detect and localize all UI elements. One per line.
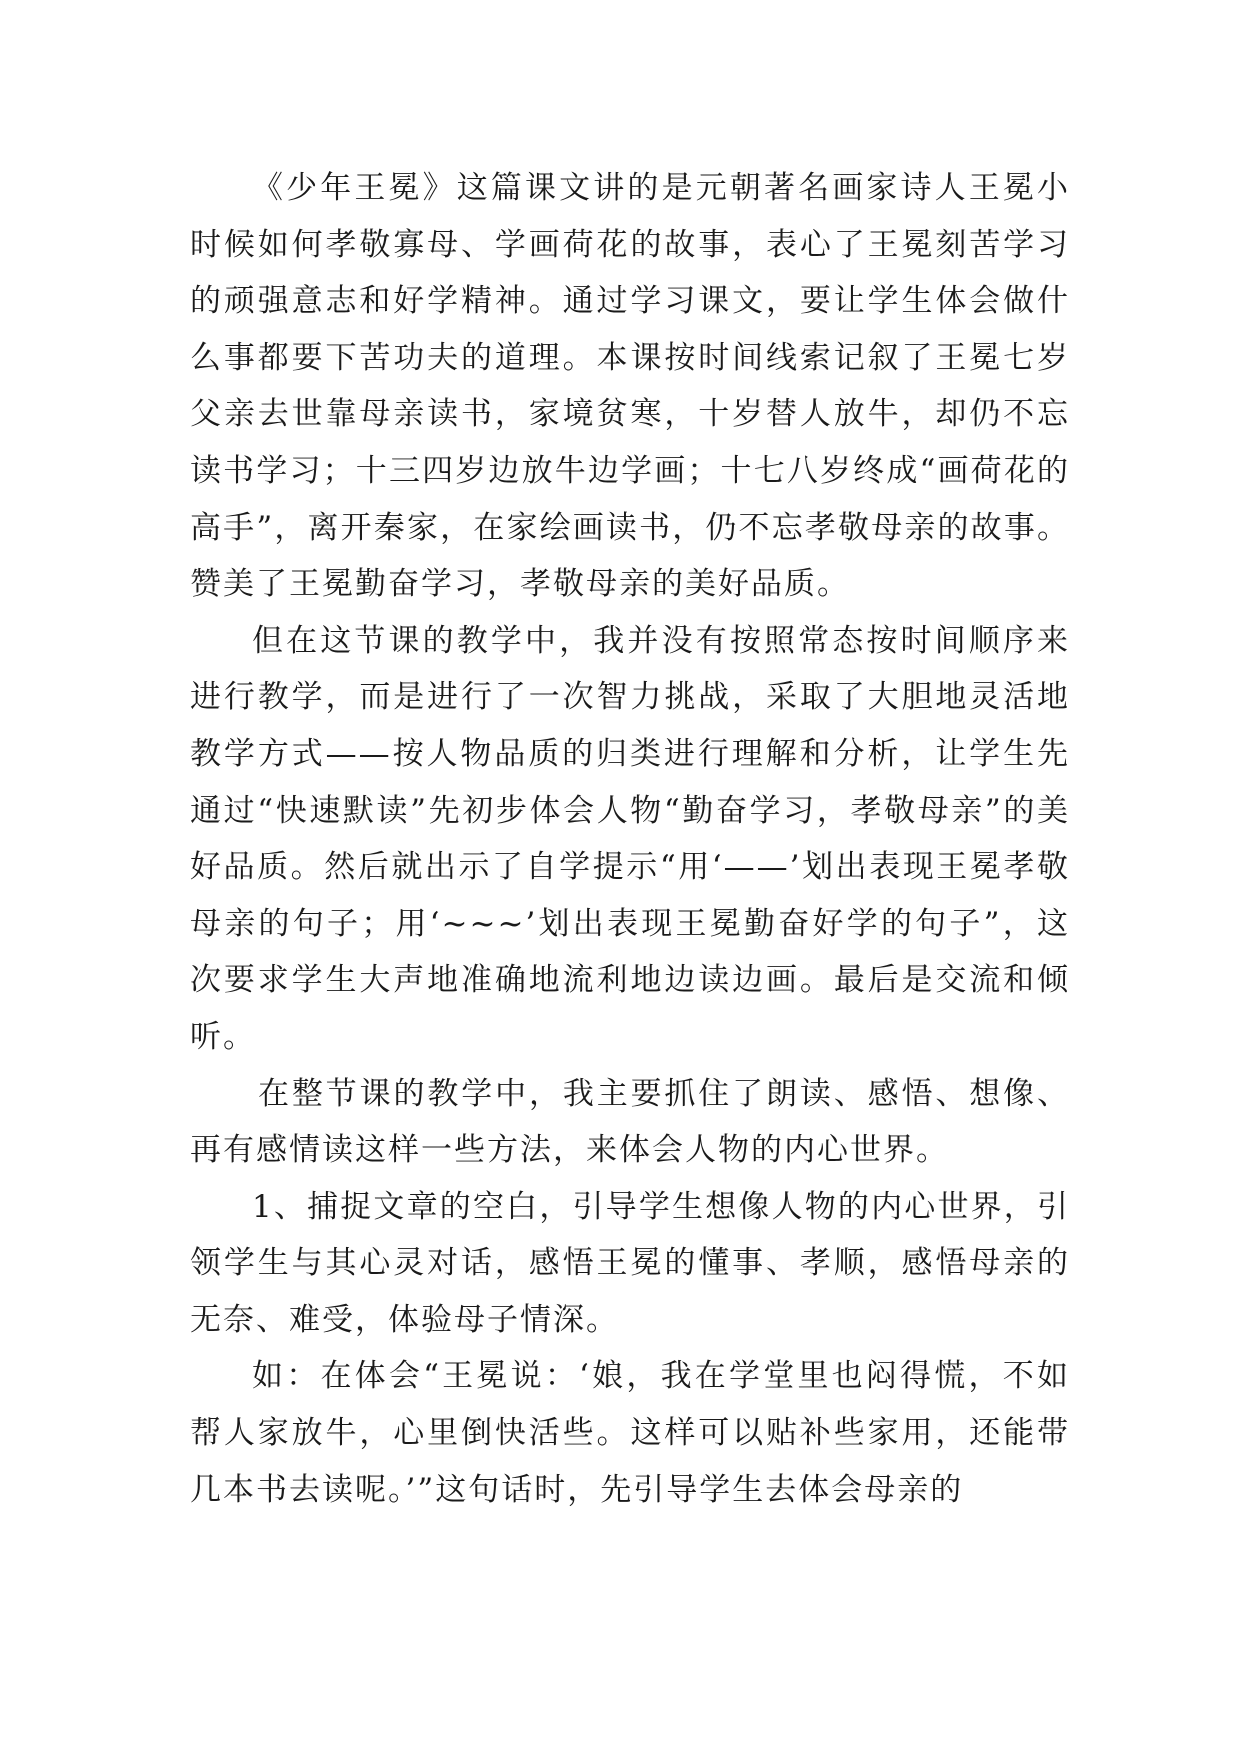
document-body <box>190 160 1070 1518</box>
paragraph-lesson-summary: 《少年王冕》这篇课文讲的是元朝著名画家诗人王冕小时候如何孝敬寡母、学画荷花的故事，表心了王冕刻苦学习的顽强意志和好学精神。通过学习课文，要让学生体会做什么事都要下苦功夫的道理。本课按时间线索记叙了王冕七岁父亲去世靠母亲读书，家境贫寒，十岁替人放牛，却仍不忘读书学习；十三四岁边放牛边学画；十七八岁终成“画荷花的高手”，离开秦家，在家绘画读书，仍不忘孝敬母亲的故事。赞美了王冕勤奋学习，孝敬母亲的美好品质。 <box>190 170 1070 603</box>
paragraph-point-one: 1、捕捉文章的空白，引导学生想像人物的内心世界，引领学生与其心灵对话，感悟王冕的懂事、孝顺，感悟母亲的无奈、难受，体验母子情深。 <box>190 1188 1070 1338</box>
paragraph-example: 如：在体会“王冕说：‘娘，我在学堂里也闷得慌，不如帮人家放牛，心里倒快活些。这样可以贴补些家用，还能带几本书去读呢。’”这句话时，先引导学生去体会母亲的 <box>190 1358 1070 1508</box>
paragraph-teaching-methods: 在整节课的教学中，我主要抓住了朗读、感悟、想像、再有感情读这样一些方法，来体会人物的内心世界。 <box>190 1075 1070 1169</box>
paragraph-teaching-approach: 但在这节课的教学中，我并没有按照常态按时间顺序来进行教学，而是进行了一次智力挑战，采取了大胆地灵活地教学方式——按人物品质的归类进行理解和分析，让学生先通过“快速默读”先初步体会人物“勤奋学习，孝敬母亲”的美好品质。然后就出示了自学提示“用‘——’划出表现王冕孝敬母亲的句子；用‘~~~’划出表现王冕勤奋好学的句子”，这次要求学生大声地准确地流利地边读边画。最后是交流和倾听。 <box>190 622 1070 1055</box>
